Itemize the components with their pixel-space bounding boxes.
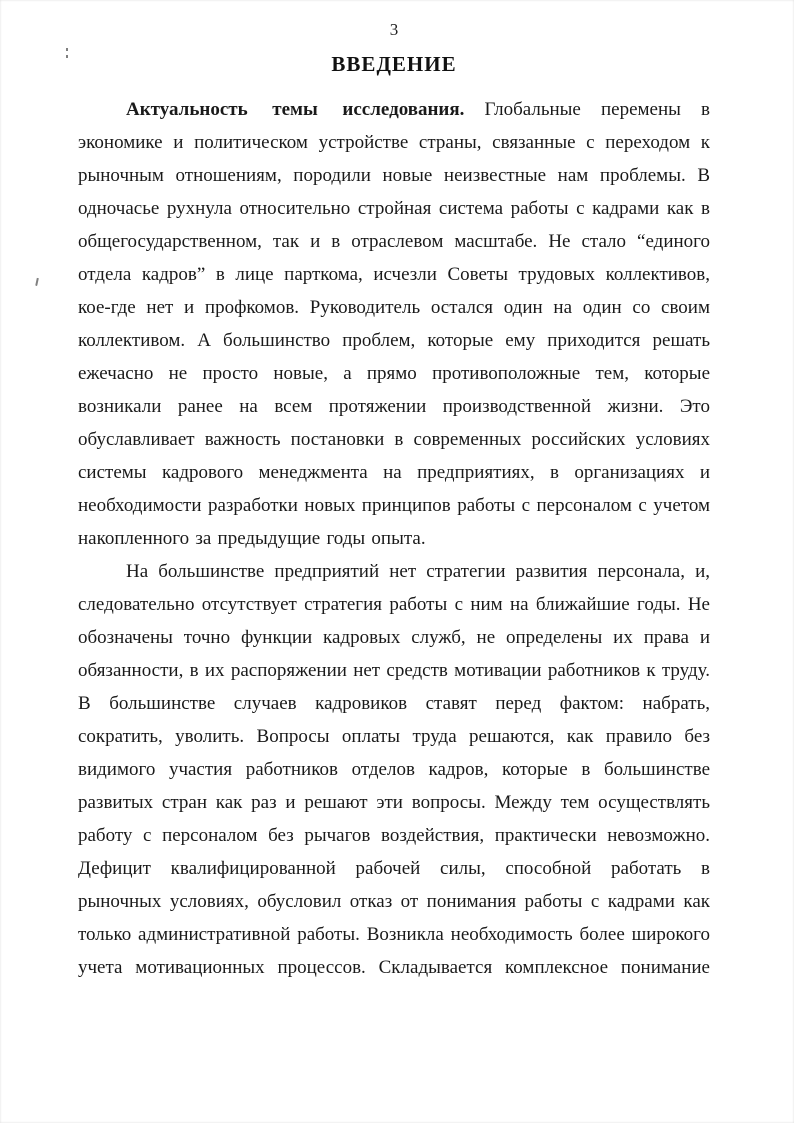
scan-artifact bbox=[35, 278, 39, 286]
page-title: ВВЕДЕНИЕ bbox=[331, 52, 457, 76]
scan-artifact bbox=[66, 48, 68, 51]
paragraph bbox=[78, 93, 710, 555]
page-number: 3 bbox=[389, 20, 399, 39]
paragraph-text: На большинстве предприятий нет стратегии развития персонала, и, следовательно отсутствует стратегия работы с ним на ближайшие годы. Не обозначены точно функции кадровых служб, не определены их права и обязанности, в их распоряжении нет средств мотивации работников к труду. В большинстве случаев кадровиков ставят перед фактом: набрать, сократить, уволить. Вопросы оплаты труда решаются, как правило без видимого участия работников отделов кадров, которые в большинстве развитых стран как раз и решают эти вопросы. Между тем осуществлять работу с персоналом без рычагов воздействия, практически невозможно. Дефицит квалифицированной рабочей силы, способной работать в рыночных условиях, обусловил отказ от понимания работы с кадрами как только административной работы. Возникла необходимость более широкого учета мотивационных процессов. Складывается комплексное понимание bbox=[78, 561, 710, 978]
paragraph bbox=[78, 555, 710, 984]
paragraph-lead: Актуальность темы исследования. bbox=[126, 99, 465, 120]
paragraph-text: Глобальные перемены в экономике и политическом устройстве страны, связанные с переходом к рыночным отношениям, породили новые неизвестные нам проблемы. В одночасье рухнула относительно стройная система работы с кадрами как в общегосударственном, так и в отраслевом масштабе. Не стало “единого отдела кадров” в лице парткома, исчезли Советы трудовых коллективов, кое-где нет и профкомов. Руководитель остался один на один со своим коллективом. А большинство проблем, которые ему приходится решать ежечасно не просто новые, а прямо противоположные тем, которые возникали ранее на всем протяжении производственной жизни. Это обуславливает важность постановки в современных российских условиях системы кадрового менеджмента на предприятиях, в организациях и необходимости разработки новых принципов работы с персоналом с учетом накопленного за предыдущие годы опыта. bbox=[78, 99, 710, 549]
